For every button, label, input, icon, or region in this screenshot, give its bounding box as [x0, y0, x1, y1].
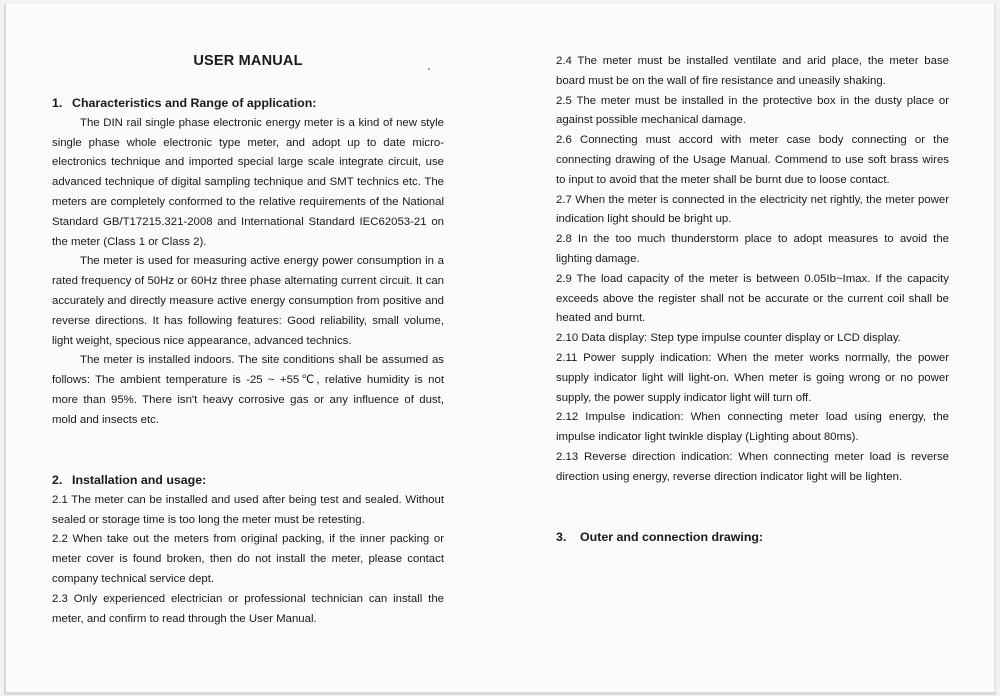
list-item: 2.12 Impulse indication: When connecting meter load using energy, the impulse indicator light twinkle display (Lighting about 80ms). [556, 411, 949, 444]
section-3-heading [556, 528, 949, 548]
right-column [556, 52, 949, 547]
paragraph: The DIN rail single phase electronic energy meter is a kind of new style single phase whole electronic type meter, and adopt up to date micro-electronics technique and imported special large scale integrate circuit, use advanced technique of digital sampling technique and SMT technics etc. The meters are completely conformed to the relative requirements of the National Standard GB/T17215.321-2008 and International Standard IEC62053-21 on the meter (Class 1 or Class 2). [52, 116, 444, 248]
list-item: 2.1 The meter can be installed and used after being test and sealed. Without sealed or storage time is too long the meter must be retesting. [52, 493, 444, 526]
list-item: 2.9 The load capacity of the meter is between 0.05Ib~Imax. If the capacity exceeds above the register shall not be accurate or the current coil shall be heated and burnt. [556, 272, 949, 325]
list-item: 2.4 The meter must be installed ventilate and arid place, the meter base board must be on the wall of fire resistance and uneasily shaking. [556, 55, 949, 87]
list-item: 2.13 Reverse direction indication: When connecting meter load is reverse direction using energy, reverse direction indicator light will be lighten. [556, 450, 949, 483]
paragraph: The meter is installed indoors. The site conditions shall be assumed as follows: The ambient temperature is -25 ~ +55℃, relative humidity is not more than 95%. There isn't heavy corrosive gas or any influence of dust, mold and insects etc. [52, 354, 444, 426]
section-number: 2. [52, 473, 63, 487]
section-number: 1. [52, 96, 63, 110]
section-1 [52, 94, 444, 431]
section-heading [52, 471, 444, 491]
list-item: 2.11 Power supply indication: When the meter works normally, the power supply indicator light will light-on. When meter is going wrong or no power supply, the power supply indicator light will turn off. [556, 351, 949, 404]
section-2 [52, 471, 444, 629]
list-item: 2.10 Data display: Step type impulse counter display or LCD display. [556, 332, 901, 345]
list-item: 2.2 When take out the meters from original packing, if the inner packing or meter cover is found broken, then do not install the meter, please contact company technical service dept. [52, 533, 444, 585]
list-item: 2.3 Only experienced electrician or professional technician can install the meter, and confirm to read through the User Manual. [52, 592, 444, 625]
page-title: USER MANUAL [193, 53, 303, 69]
section-title: Installation and usage: [72, 473, 207, 487]
section-number: 3. [556, 529, 567, 544]
manual-page [4, 4, 996, 695]
section-heading [52, 94, 444, 114]
list-item: 2.5 The meter must be installed in the protective box in the dusty place or against possible mechanical damage. [556, 94, 949, 127]
list-item: 2.8 In the too much thunderstorm place to adopt measures to avoid the lighting damage. [556, 233, 949, 265]
page-edge [994, 4, 996, 692]
paragraph: The meter is used for measuring active energy power consumption in a rated frequency of 50Hz or 60Hz three phase alternating current circuit. It can accurately and directly measure active energy consumption from positive and reverse directions. It has following features: Good reliability, small volume, light weight, specious nice appearance, advanced technics. [52, 255, 444, 347]
list-item: 2.7 When the meter is connected in the electricity net rightly, the meter power indication light should be bright up. [556, 193, 949, 226]
section-title: Outer and connection drawing: [580, 529, 764, 544]
section-title: Characteristics and Range of application: [72, 96, 317, 110]
list-item: 2.6 Connecting must accord with meter case body connecting or the connecting drawing of the Usage Manual. Commend to use soft brass wires to input to avoid that the meter shall be burnt due to loose contact. [556, 134, 949, 186]
